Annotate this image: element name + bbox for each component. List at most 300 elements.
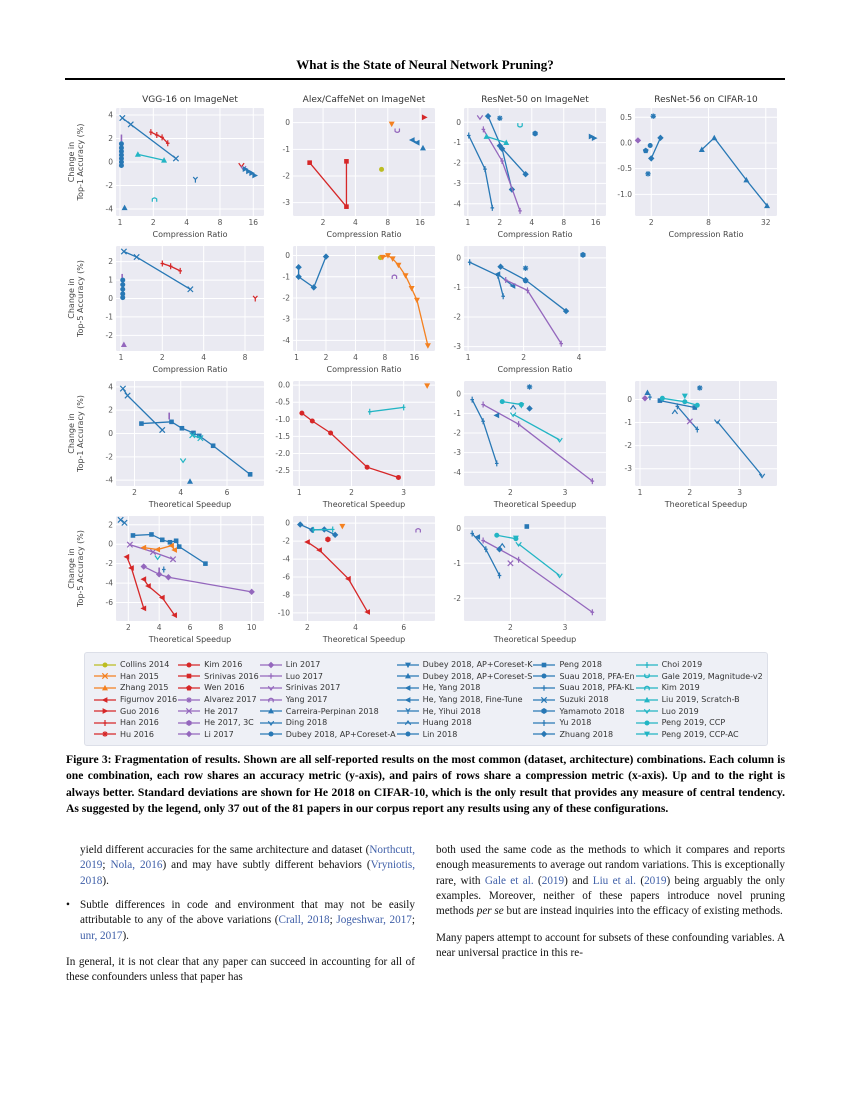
svg-text:-3: -3 — [453, 178, 461, 188]
svg-text:Top-5 Accuracy (%): Top-5 Accuracy (%) — [76, 260, 85, 337]
legend-item — [635, 694, 763, 706]
svg-text:0: 0 — [456, 253, 461, 263]
svg-text:Compression Ratio: Compression Ratio — [152, 230, 228, 239]
legend-label: He, Yang 2018, Fine-Tune — [422, 695, 523, 705]
svg-text:Change in: Change in — [67, 278, 76, 319]
text-run: ). — [102, 874, 109, 887]
figure-row — [66, 92, 784, 241]
legend-item — [177, 671, 259, 683]
svg-text:-10: -10 — [277, 608, 290, 618]
svg-text:-1: -1 — [282, 272, 290, 282]
subplot — [270, 511, 441, 646]
legend-label: He, Yang 2018 — [422, 683, 481, 693]
svg-text:Change in: Change in — [67, 548, 76, 589]
penta-marker-icon — [177, 683, 201, 693]
svg-text:8: 8 — [242, 353, 248, 362]
svg-text:3: 3 — [562, 623, 568, 632]
svg-text:0: 0 — [285, 251, 290, 261]
legend-item — [396, 671, 533, 683]
subplot — [66, 241, 270, 376]
legend-item — [259, 682, 396, 694]
svg-text:6: 6 — [187, 623, 193, 632]
svg-text:0: 0 — [456, 389, 461, 399]
svg-text:-2: -2 — [105, 559, 113, 569]
bullet-marker: • — [66, 899, 70, 912]
figure-row — [66, 241, 784, 376]
svg-text:1: 1 — [465, 218, 471, 227]
legend-item — [93, 694, 177, 706]
square-marker-icon — [532, 660, 556, 670]
svg-text:8: 8 — [217, 218, 223, 227]
bullet-item — [66, 898, 415, 944]
body-left-column — [66, 843, 415, 986]
citation-link[interactable]: Vryniotis, 2018 — [80, 859, 416, 887]
svg-text:8: 8 — [561, 218, 567, 227]
svg-text:3: 3 — [401, 488, 407, 497]
svg-text:2: 2 — [521, 353, 526, 362]
svg-text:-1.0: -1.0 — [275, 414, 290, 424]
legend-label: Carreira-Perpinan 2018 — [285, 706, 379, 716]
svg-text:0: 0 — [108, 429, 113, 438]
svg-text:6: 6 — [401, 623, 407, 632]
legend-item — [396, 694, 533, 706]
svg-text:2: 2 — [323, 353, 329, 362]
figure-caption: Figure 3: Fragmentation of results. Shown are all self-reported results on the most common (dataset, architecture) combinations. Each column is one combination, each row shares an accuracy metric (y-axis), and pairs of rows share a compression metric (x-axis). Up and to the right is always better. Standard deviations are shown for He 2018 on CIFAR-10, which is the only result that provides any measure of central tendency. As suggested by the legend, only 37 out of the 81 papers in our corpus report any results using any of these configurations. — [66, 753, 785, 816]
citation-link[interactable]: Jogeshwar, 2017 — [336, 914, 412, 927]
tri-left-marker-icon — [93, 695, 117, 705]
svg-text:Compression Ratio: Compression Ratio — [497, 365, 573, 374]
legend-label: Zhuang 2018 — [559, 729, 614, 739]
svg-text:4: 4 — [353, 623, 358, 632]
empty-cell — [612, 241, 783, 251]
citation-link[interactable]: Liu et al. — [592, 874, 636, 887]
svg-text:-2.5: -2.5 — [275, 466, 290, 476]
legend-label: Hu 2016 — [120, 729, 154, 739]
legend-label: Guo 2016 — [120, 706, 160, 716]
circle-marker-icon — [259, 729, 283, 739]
legend-label: Yu 2018 — [559, 718, 592, 728]
legend-label: Han 2016 — [120, 718, 159, 728]
svg-text:-1: -1 — [282, 144, 290, 154]
paragraph — [436, 931, 785, 962]
figure-row — [66, 511, 784, 646]
legend-item — [259, 717, 396, 729]
legend-column — [259, 659, 396, 740]
svg-text:0.0: 0.0 — [620, 138, 632, 148]
subplot-title: Alex/CaffeNet on ImageNet — [302, 95, 426, 105]
svg-text:Compression Ratio: Compression Ratio — [497, 230, 573, 239]
svg-text:4: 4 — [201, 353, 207, 362]
svg-text:1: 1 — [117, 218, 123, 227]
legend-label: Suau 2018, PFA-KL — [559, 683, 635, 693]
svg-text:8: 8 — [218, 623, 224, 632]
svg-text:8: 8 — [385, 218, 391, 227]
legend-item — [635, 729, 763, 741]
tri-left-marker-icon — [396, 695, 420, 705]
svg-text:2: 2 — [497, 218, 503, 227]
svg-text:8: 8 — [706, 218, 711, 227]
legend-item — [259, 705, 396, 717]
legend-item — [177, 729, 259, 741]
legend-label: Figurnov 2016 — [120, 695, 178, 705]
citation-link[interactable]: Nola, 2016 — [110, 859, 163, 872]
svg-text:-6: -6 — [282, 572, 290, 582]
subplot-title: ResNet-56 on CIFAR-10 — [654, 95, 758, 105]
legend-label: He, Yihui 2018 — [422, 706, 481, 716]
svg-text:-3: -3 — [453, 342, 461, 352]
n-marker-icon — [259, 695, 283, 705]
tri-up-marker-icon — [396, 671, 420, 681]
subplot — [270, 376, 441, 511]
citation-link[interactable]: unr, 2017 — [80, 929, 123, 942]
legend-item — [93, 705, 177, 717]
svg-text:-0.5: -0.5 — [275, 397, 290, 407]
citation-link[interactable]: 2019 — [644, 874, 667, 887]
text-run: ; — [329, 914, 337, 927]
svg-text:-2: -2 — [282, 293, 290, 303]
legend-item — [93, 729, 177, 741]
x-marker-icon — [532, 695, 556, 705]
svg-text:2: 2 — [648, 218, 654, 227]
legend-item — [635, 682, 763, 694]
diamond-marker-icon — [532, 729, 556, 739]
legend-item — [396, 729, 533, 741]
svg-text:-1: -1 — [624, 418, 632, 428]
svg-text:1: 1 — [294, 353, 299, 362]
legend-item — [177, 659, 259, 671]
text-run: both used the same code as the methods to which it compares and reports enough measurements to average out random variations. This is exceptionally rare, with — [436, 844, 785, 887]
svg-text:-3: -3 — [282, 198, 290, 208]
svg-text:2: 2 — [687, 488, 693, 497]
legend-column — [532, 659, 634, 740]
legend-item — [177, 694, 259, 706]
header-rule — [65, 78, 785, 80]
legend-item — [396, 682, 533, 694]
svg-text:1: 1 — [108, 275, 113, 285]
svg-text:1: 1 — [118, 353, 124, 362]
svg-text:Change in: Change in — [67, 141, 76, 183]
svg-text:-2: -2 — [105, 452, 113, 462]
subplot — [612, 376, 783, 511]
svg-text:Theoretical Speedup: Theoretical Speedup — [493, 635, 577, 644]
legend-item — [635, 705, 763, 717]
bullet-text — [80, 898, 415, 944]
legend-label: Collins 2014 — [120, 660, 170, 670]
text-run: In general, it is not clear that any paper can succeed in accounting for all of these confounders unless that paper has — [66, 956, 415, 984]
subplot-title: ResNet-50 on ImageNet — [481, 95, 589, 105]
svg-text:Top-5 Accuracy (%): Top-5 Accuracy (%) — [76, 530, 85, 607]
legend-item — [532, 705, 634, 717]
svg-text:2: 2 — [508, 488, 513, 497]
svg-text:16: 16 — [248, 218, 259, 227]
svg-text:-6: -6 — [105, 598, 113, 608]
tri-up-marker-icon — [635, 695, 659, 705]
svg-text:-2: -2 — [105, 330, 113, 340]
text-run: ) being arguably the only examples. Moreover, neither of these papers introduce novel pruning methods — [436, 874, 786, 918]
svg-text:2: 2 — [132, 488, 137, 497]
svg-text:10: 10 — [246, 623, 257, 632]
legend-label: Liu 2019, Scratch-B — [661, 695, 740, 705]
svg-text:Theoretical Speedup: Theoretical Speedup — [148, 635, 232, 644]
legend-label: Peng 2019, CCP-AC — [661, 729, 739, 739]
legend-item — [396, 705, 533, 717]
legend-item — [396, 717, 533, 729]
text-run: yield different accuracies for the same architecture and dataset ( — [80, 844, 370, 856]
svg-text:0.0: 0.0 — [278, 380, 290, 390]
v-marker-icon — [259, 683, 283, 693]
svg-text:Top-1 Accuracy (%): Top-1 Accuracy (%) — [76, 395, 85, 472]
svg-text:4: 4 — [576, 353, 582, 362]
legend-label: Luo 2019 — [661, 706, 699, 716]
svg-text:-2: -2 — [105, 180, 113, 190]
svg-text:-3: -3 — [624, 464, 632, 474]
legend-item — [93, 717, 177, 729]
page-header — [65, 56, 785, 74]
svg-text:4: 4 — [156, 623, 162, 632]
circle-marker-icon — [396, 729, 420, 739]
svg-text:-2.0: -2.0 — [275, 449, 290, 459]
svg-text:16: 16 — [590, 218, 601, 227]
subplot — [441, 241, 612, 376]
svg-text:-4: -4 — [105, 578, 113, 588]
svg-text:16: 16 — [409, 353, 420, 362]
body-text — [66, 843, 785, 986]
figure-3 — [66, 92, 784, 746]
svg-text:32: 32 — [760, 218, 771, 227]
svg-text:1: 1 — [296, 488, 302, 497]
svg-text:-1: -1 — [453, 558, 461, 568]
legend-label: Han 2015 — [120, 671, 159, 681]
x-marker-icon — [177, 706, 201, 716]
legend-label: Wen 2016 — [204, 683, 245, 693]
svg-text:4: 4 — [529, 218, 535, 227]
svg-text:-8: -8 — [282, 590, 290, 600]
svg-text:2: 2 — [108, 520, 113, 530]
legend-item — [177, 682, 259, 694]
text-run: Many papers attempt to account for subsets of these confounding variables. A near universal practice in this re- — [436, 931, 785, 960]
legend-label: He 2017 — [204, 706, 238, 716]
legend-item — [259, 694, 396, 706]
svg-text:Top-1 Accuracy (%): Top-1 Accuracy (%) — [76, 123, 85, 201]
legend-item — [532, 671, 634, 683]
legend-item — [93, 682, 177, 694]
legend-item — [635, 659, 763, 671]
legend-label: Dubey 2018, AP+Coreset-K — [422, 660, 533, 670]
body-right-column — [436, 843, 785, 986]
svg-text:4: 4 — [184, 218, 190, 227]
subplot — [441, 92, 612, 241]
svg-text:0: 0 — [108, 294, 113, 303]
caret-marker-icon — [396, 718, 420, 728]
svg-text:Compression Ratio: Compression Ratio — [668, 230, 744, 239]
tick-marker-icon — [532, 718, 556, 728]
legend-label: Dubey 2018, AP+Coreset-S — [422, 671, 533, 681]
svg-text:-1.5: -1.5 — [275, 431, 290, 441]
legend-label: Choi 2019 — [661, 660, 703, 670]
legend-label: Dubey 2018, AP+Coreset-A — [285, 729, 396, 739]
legend-column — [396, 659, 533, 740]
svg-text:4: 4 — [108, 382, 113, 392]
svg-text:4: 4 — [178, 488, 184, 497]
text-run: ; — [102, 859, 111, 872]
svg-text:2: 2 — [305, 623, 310, 632]
text-run: Subtle differences in code and environment that may not be easily attributable to any of the above variations ( — [80, 899, 415, 927]
text-run: ; — [411, 914, 415, 927]
svg-text:Compression Ratio: Compression Ratio — [326, 230, 402, 239]
text-run: ) and may have subtly different behaviors ( — [162, 859, 371, 872]
subplot — [66, 92, 270, 241]
legend-item — [259, 671, 396, 683]
legend-label: Lin 2017 — [285, 660, 321, 670]
legend-label: Peng 2019, CCP — [661, 718, 726, 728]
legend-column — [177, 659, 259, 740]
svg-text:-4: -4 — [453, 199, 461, 209]
svg-text:Compression Ratio: Compression Ratio — [326, 365, 402, 374]
subplot — [612, 92, 783, 241]
legend-label: Srinivas 2017 — [285, 683, 341, 693]
legend-column — [93, 659, 177, 740]
y-marker-icon — [396, 706, 420, 716]
tri-down-marker-icon — [396, 660, 420, 670]
star-marker-icon — [177, 695, 201, 705]
tri-up-marker-icon — [93, 683, 117, 693]
legend-label: Kim 2019 — [661, 683, 700, 693]
legend-label: Alvarez 2017 — [204, 695, 257, 705]
svg-text:2: 2 — [108, 405, 113, 415]
svg-text:-4: -4 — [282, 335, 290, 345]
svg-text:Theoretical Speedup: Theoretical Speedup — [664, 500, 748, 509]
svg-text:0.5: 0.5 — [620, 112, 632, 122]
svg-text:2: 2 — [320, 218, 326, 227]
legend-label: Kim 2016 — [204, 660, 243, 670]
tri-up-marker-icon — [259, 706, 283, 716]
tick-marker-icon — [635, 660, 659, 670]
svg-text:2: 2 — [108, 257, 113, 267]
legend-item — [532, 682, 634, 694]
citation-link[interactable]: 2019 — [541, 874, 565, 887]
hex-marker-icon — [177, 718, 201, 728]
subplot — [66, 511, 270, 646]
legend-label: Srinivas 2016 — [204, 671, 259, 681]
legend-item — [259, 659, 396, 671]
svg-text:4: 4 — [108, 110, 113, 120]
svg-text:-1: -1 — [453, 408, 461, 418]
legend-label: Suau 2018, PFA-En — [559, 671, 635, 681]
subplot — [270, 92, 441, 241]
x-marker-icon — [93, 671, 117, 681]
svg-text:-2: -2 — [282, 171, 290, 181]
svg-text:-2: -2 — [453, 593, 461, 603]
legend-label: Yamamoto 2018 — [559, 706, 625, 716]
svg-text:4: 4 — [353, 218, 358, 227]
citation-link[interactable]: Northcutt, 2019 — [80, 844, 415, 872]
svg-text:-0.5: -0.5 — [617, 164, 632, 174]
text-run: ). — [122, 929, 129, 942]
text-run: but are instead inquiries into the efficacy of existing methods. — [503, 905, 783, 918]
v-marker-icon — [259, 718, 283, 728]
svg-text:-1.0: -1.0 — [617, 189, 632, 199]
legend-item — [93, 671, 177, 683]
tri-left-marker-icon — [396, 683, 420, 693]
svg-text:-3: -3 — [282, 314, 290, 324]
legend-label: He 2017, 3C — [204, 718, 254, 728]
circle-marker-icon — [93, 660, 117, 670]
legend-item — [635, 671, 763, 683]
svg-text:2: 2 — [159, 353, 165, 362]
svg-text:-2: -2 — [453, 312, 461, 322]
subplot — [270, 241, 441, 376]
figure-grid — [66, 92, 784, 646]
legend-label: Lin 2018 — [422, 729, 458, 739]
tri-down-marker-icon — [635, 729, 659, 739]
circle-marker-icon — [635, 718, 659, 728]
legend-label: Suzuki 2018 — [559, 695, 609, 705]
svg-text:-1: -1 — [453, 282, 461, 292]
legend-item — [93, 659, 177, 671]
text-run: ( — [635, 874, 645, 887]
u-marker-icon — [635, 671, 659, 681]
tick-marker-icon — [93, 718, 117, 728]
svg-text:-4: -4 — [105, 204, 113, 214]
legend-label: Zhang 2015 — [120, 683, 169, 693]
paragraph — [66, 843, 415, 889]
legend-item — [259, 729, 396, 741]
citation-link[interactable]: Gale et al. — [484, 874, 534, 887]
svg-text:2: 2 — [108, 134, 113, 144]
diamond-marker-icon — [259, 660, 283, 670]
svg-text:2: 2 — [125, 623, 131, 632]
text-run: ( — [533, 874, 542, 887]
citation-link[interactable]: Crall, 2018 — [278, 914, 330, 927]
svg-text:Theoretical Speedup: Theoretical Speedup — [322, 635, 406, 644]
circle-marker-icon — [532, 671, 556, 681]
svg-text:-2: -2 — [282, 536, 290, 546]
svg-text:0: 0 — [108, 157, 113, 167]
text-run: ) and — [564, 874, 593, 887]
svg-text:3: 3 — [737, 488, 743, 497]
subplot — [66, 376, 270, 511]
svg-text:0: 0 — [456, 523, 461, 533]
v-marker-icon — [635, 706, 659, 716]
square-marker-icon — [177, 671, 201, 681]
svg-text:0: 0 — [456, 117, 461, 127]
legend-item — [635, 717, 763, 729]
svg-text:0: 0 — [285, 118, 290, 128]
svg-text:Theoretical Speedup: Theoretical Speedup — [148, 500, 232, 509]
legend-item — [532, 694, 634, 706]
svg-text:-4: -4 — [453, 467, 461, 477]
paper-running-title: What is the State of Neural Network Pruning? — [296, 57, 554, 72]
svg-text:16: 16 — [415, 218, 425, 227]
n-marker-icon — [635, 683, 659, 693]
svg-text:1: 1 — [637, 488, 643, 497]
svg-text:-4: -4 — [105, 475, 113, 485]
legend-item — [532, 717, 634, 729]
svg-text:4: 4 — [353, 353, 358, 362]
legend-column — [635, 659, 763, 740]
legend-label: Huang 2018 — [422, 718, 472, 728]
svg-text:Change in: Change in — [67, 413, 76, 454]
legend-label: Luo 2017 — [285, 671, 323, 681]
svg-text:-3: -3 — [453, 448, 461, 458]
svg-text:8: 8 — [382, 353, 388, 362]
figure-legend — [84, 652, 768, 746]
svg-text:0: 0 — [627, 394, 632, 404]
svg-text:-2: -2 — [624, 441, 632, 451]
legend-label: Peng 2018 — [559, 660, 602, 670]
svg-text:Theoretical Speedup: Theoretical Speedup — [493, 500, 577, 509]
svg-text:0: 0 — [285, 518, 290, 528]
